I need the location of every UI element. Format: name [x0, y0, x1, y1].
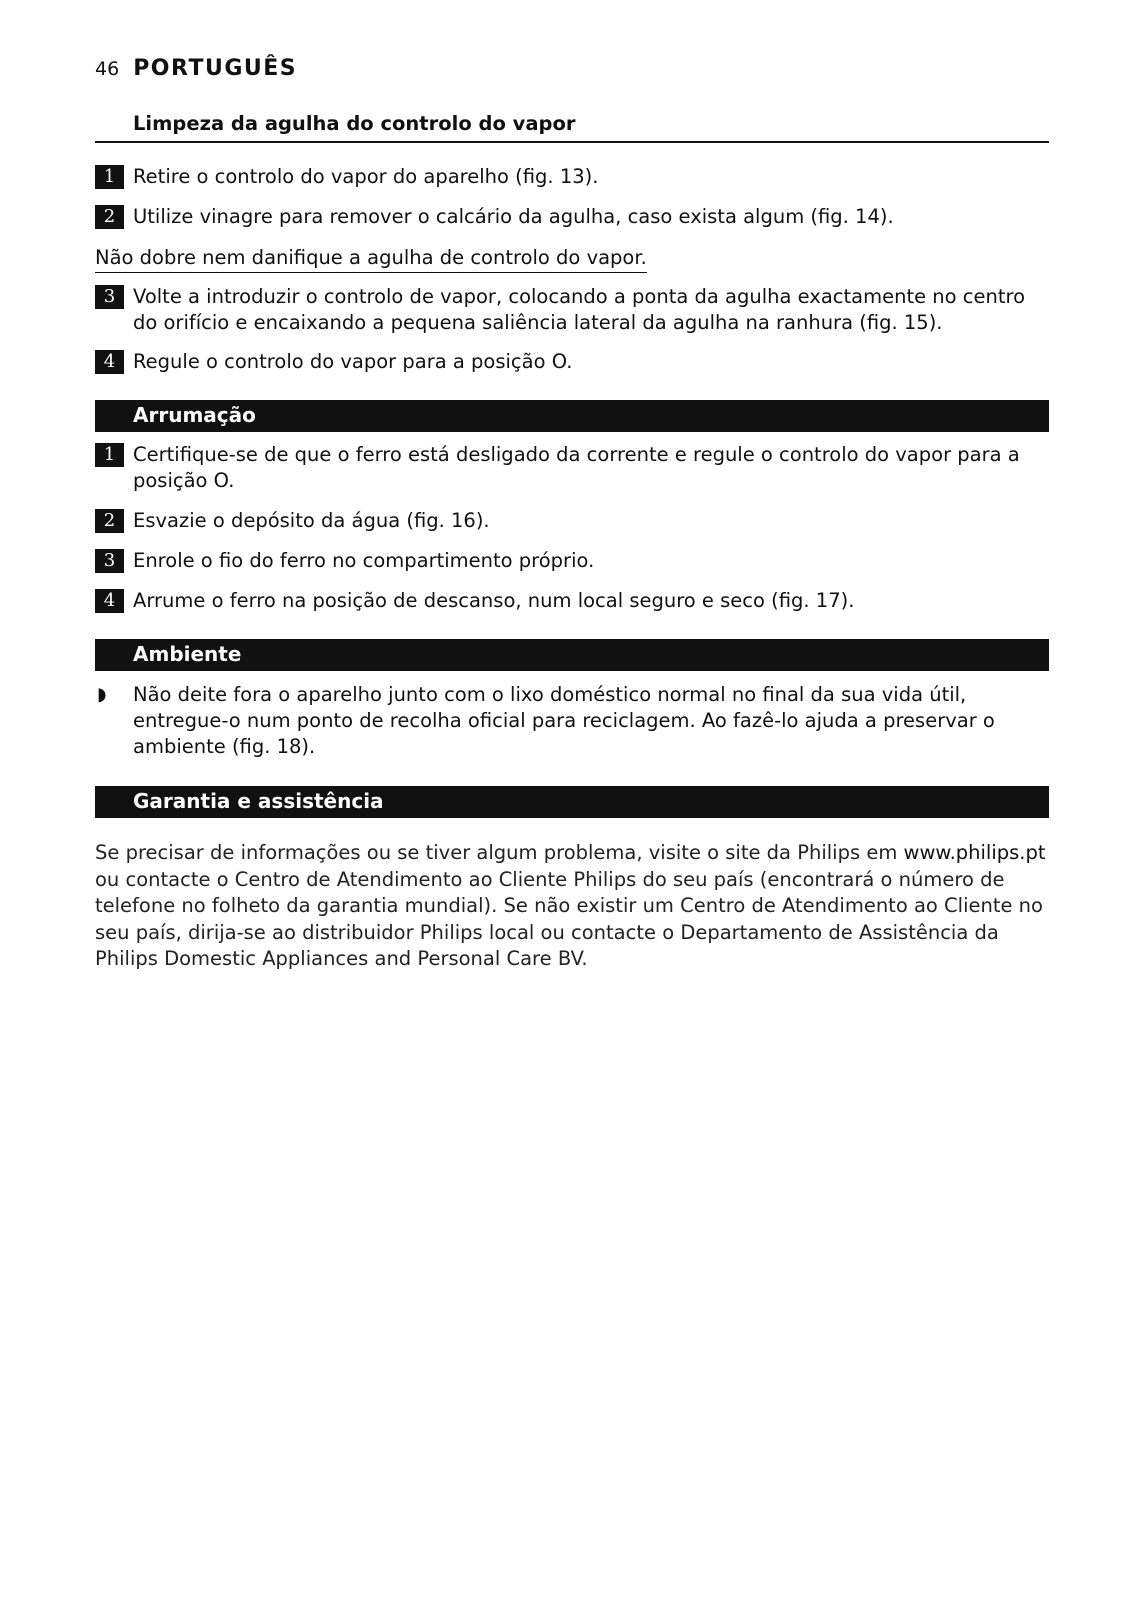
cleaning-step-2	[95, 204, 1049, 230]
step-text: Arrume o ferro na posição de descanso, num local seguro e seco (fig. 17).	[133, 589, 855, 612]
cleaning-step-1	[95, 164, 1049, 190]
environment-bullet	[95, 682, 1049, 760]
storage-step-3	[95, 548, 1049, 574]
step-number: 1	[95, 165, 124, 189]
bullet-text: Não deite fora o aparelho junto com o lixo doméstico normal no final da sua vida útil, entregue-o num ponto de recolha oficial para reciclagem. Ao fazê-lo ajuda a preservar o ambiente (fig. 18).	[133, 683, 995, 758]
cleaning-warning-note: Não dobre nem danifique a agulha de controlo do vapor.	[95, 245, 647, 273]
storage-step-1	[95, 442, 1049, 494]
step-text: Certifique-se de que o ferro está desligado da corrente e regule o controlo do vapor para a posição O.	[133, 443, 1020, 492]
step-number: 2	[95, 205, 124, 229]
step-text: Esvazie o depósito da água (fig. 16).	[133, 509, 490, 532]
cleaning-step-3	[95, 284, 1049, 336]
storage-section-bar	[95, 400, 1049, 432]
warranty-text-before: Se precisar de informações ou se tiver algum problema, visite o site da Philips em	[95, 841, 904, 864]
step-text: Enrole o fio do ferro no compartimento próprio.	[133, 549, 595, 572]
warranty-heading: Garantia e assistência	[133, 789, 384, 813]
warranty-text-after: ou contacte o Centro de Atendimento ao Cliente Philips do seu país (encontrará o número de telefone no folheto da garantia mundial). Se não existir um Centro de Atendimento ao Cliente no seu país, dirija-se ao distribuidor Philips local ou contacte o Departamento de Assistência da Philips Domestic Appliances and Personal Care BV.	[95, 867, 1043, 970]
storage-step-2	[95, 508, 1049, 534]
cleaning-step-4	[95, 349, 1049, 375]
environment-heading: Ambiente	[133, 642, 242, 666]
warranty-section-bar	[95, 786, 1049, 818]
warranty-paragraph	[95, 840, 1049, 973]
philips-website-link[interactable]: www.philips.pt	[903, 841, 1046, 864]
cleaning-heading-text: Limpeza da agulha do controlo do vapor	[133, 112, 576, 135]
step-text: Retire o controlo do vapor do aparelho (fig. 13).	[133, 165, 599, 188]
page-number: 46	[95, 58, 120, 80]
bullet-icon: ◗	[97, 684, 107, 705]
page-language-title: PORTUGUÊS	[133, 56, 298, 81]
step-number: 2	[95, 509, 124, 533]
step-number: 1	[95, 443, 124, 467]
step-number: 3	[95, 549, 124, 573]
step-text: Utilize vinagre para remover o calcário da agulha, caso exista algum (fig. 14).	[133, 205, 894, 228]
step-number: 3	[95, 285, 124, 309]
storage-step-4	[95, 588, 1049, 614]
cleaning-heading	[95, 112, 1049, 143]
step-text: Volte a introduzir o controlo de vapor, colocando a ponta da agulha exactamente no centro do orifício e encaixando a pequena saliência lateral da agulha na ranhura (fig. 15).	[133, 285, 1026, 334]
page-header	[95, 56, 297, 86]
storage-heading: Arrumação	[133, 403, 256, 427]
environment-section-bar	[95, 639, 1049, 671]
step-number: 4	[95, 350, 124, 374]
step-number: 4	[95, 589, 124, 613]
step-text: Regule o controlo do vapor para a posição O.	[133, 350, 573, 373]
